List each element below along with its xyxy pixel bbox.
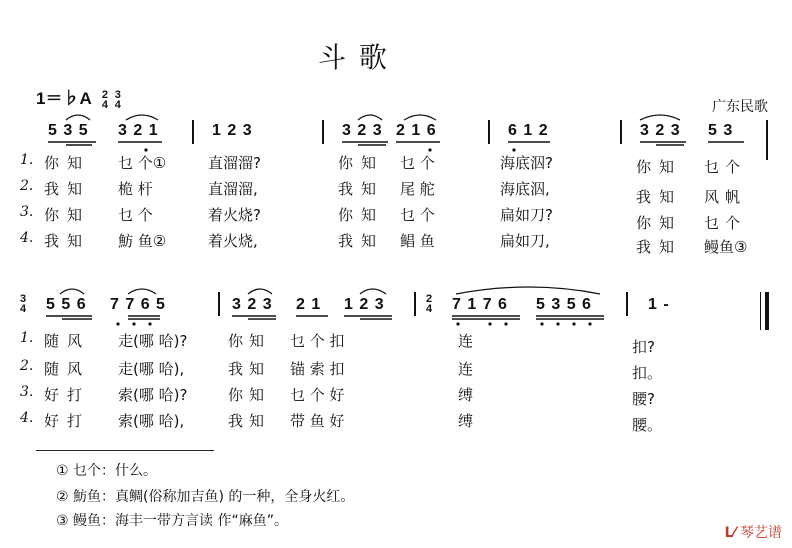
- footnote-2: ② 魴鱼：真鲷(俗称加吉鱼) 的一种，全身火红。: [56, 489, 355, 505]
- note-group: 7 1 7 6: [452, 296, 508, 313]
- lyric: 你知: [228, 332, 271, 350]
- note-group: 5 5 6: [46, 296, 87, 313]
- lyric: 鳗鱼③: [704, 238, 748, 256]
- note-group: 3 2 3: [232, 296, 273, 313]
- octave-dot: [556, 322, 559, 325]
- lyric: 乜 个 扣: [290, 332, 345, 350]
- time-signature-row2b: 2 4: [426, 293, 433, 315]
- lyric: 乜 个 好: [290, 386, 345, 404]
- slur: [456, 287, 600, 294]
- lyric: 我知: [338, 180, 385, 198]
- lyric: 腰?: [632, 390, 655, 408]
- lyric: 着火烧?: [208, 206, 261, 224]
- lyric: 你知: [636, 214, 683, 232]
- lyric: 缚: [458, 386, 474, 404]
- slur: [360, 289, 386, 294]
- note-group: 6 1 2: [508, 122, 549, 139]
- lyric: 我知: [636, 238, 683, 256]
- verse-number: 4.: [20, 410, 34, 426]
- lyric: 着火烧,: [208, 232, 258, 250]
- lyric: 扁如刀?: [500, 206, 553, 224]
- octave-dot: [144, 148, 147, 151]
- lyric: 你知: [228, 386, 271, 404]
- note-group: 5 3: [708, 122, 734, 139]
- lyric: 走(哪 哈),: [118, 360, 185, 378]
- slur: [128, 289, 156, 294]
- note-group: 1 2 3: [344, 296, 385, 313]
- verse-number: 1.: [20, 330, 34, 346]
- lyric: 缚: [458, 412, 474, 430]
- note-group: 5 3 5 6: [536, 296, 592, 313]
- footnote-separator: [36, 450, 214, 451]
- lyric: 扣。: [632, 364, 663, 382]
- lyric: 你知: [338, 154, 385, 172]
- note-group: 3 2 1: [118, 122, 159, 139]
- lyric: 你知: [44, 206, 91, 224]
- lyric: 我知: [44, 232, 91, 250]
- lyric: 我知: [228, 360, 271, 378]
- lyric: 好打: [44, 412, 91, 430]
- lyric: 腰。: [632, 416, 663, 434]
- lyric: 连: [458, 332, 474, 350]
- verse-number: 4.: [20, 230, 34, 246]
- lyric: 风帆: [704, 188, 747, 206]
- lyric: 你知: [338, 206, 385, 224]
- octave-dot: [148, 322, 151, 325]
- note-group: 1 2 3: [212, 122, 253, 139]
- lyric: 索(哪 哈)?: [118, 386, 188, 404]
- lyric: 带 鱼 好: [290, 412, 345, 430]
- octave-dot: [504, 322, 507, 325]
- song-origin: 广东民歌: [712, 99, 768, 115]
- lyric: 扣?: [632, 338, 655, 356]
- lyric: 乜个: [704, 214, 747, 232]
- footnote-1: ① 乜个：什么。: [56, 463, 158, 479]
- slur: [66, 115, 90, 120]
- key-label: 1＝♭A: [36, 89, 92, 108]
- lyric: 我知: [338, 232, 385, 250]
- lyric: 随风: [44, 332, 91, 350]
- lyric: 锚 索 扣: [290, 360, 345, 378]
- note-group: 5 3 5: [48, 122, 89, 139]
- lyric: 我知: [44, 180, 91, 198]
- octave-dot: [588, 322, 591, 325]
- octave-dot: [512, 148, 515, 151]
- slur: [60, 289, 84, 294]
- octave-dot: [428, 148, 431, 151]
- lyric: 乜 个: [400, 206, 435, 224]
- note-group: 1 -: [648, 296, 670, 313]
- time-signature-row2: 3 4: [20, 293, 27, 315]
- slur: [358, 115, 382, 120]
- verse-number: 3.: [20, 384, 34, 400]
- slur: [404, 115, 436, 120]
- slur: [248, 289, 272, 294]
- lyric: 乜个: [704, 158, 747, 176]
- lyric: 你知: [636, 158, 683, 176]
- octave-dot: [540, 322, 543, 325]
- lyric: 乜 个: [118, 206, 153, 224]
- watermark-logo: ᒪ⁄ 琴艺谱: [724, 525, 782, 541]
- lyric: 乜 个: [400, 154, 435, 172]
- octave-dot: [116, 322, 119, 325]
- note-group: 3 2 3: [342, 122, 383, 139]
- lyric: 直溜溜?: [208, 154, 261, 172]
- lyric: 索(哪 哈),: [118, 412, 185, 430]
- verse-number: 2.: [20, 358, 34, 374]
- lyric: 海底泅,: [500, 180, 550, 198]
- lyric: 随风: [44, 360, 91, 378]
- octave-dot: [456, 322, 459, 325]
- lyric: 直溜溜,: [208, 180, 258, 198]
- lyric: 桅 杆: [118, 180, 153, 198]
- lyric: 海底泅?: [500, 154, 553, 172]
- verse-number: 3.: [20, 204, 34, 220]
- lyric: 尾 舵: [400, 180, 435, 198]
- footnote-3: ③ 鳗鱼：海丰一带方言读 作“麻鱼”。: [56, 513, 288, 529]
- verse-number: 1.: [20, 152, 34, 168]
- note-group: 2 1 6: [396, 122, 437, 139]
- octave-dot: [132, 322, 135, 325]
- lyric: 扁如刀,: [500, 232, 550, 250]
- lyric: 魴 鱼②: [118, 232, 167, 250]
- lyric: 我知: [636, 188, 683, 206]
- note-group: 2 1: [296, 296, 322, 313]
- time-signature-a: 2 4: [101, 88, 108, 111]
- slur: [640, 115, 680, 120]
- lyric: 好打: [44, 386, 91, 404]
- octave-dot: [572, 322, 575, 325]
- lyric: 我知: [228, 412, 271, 430]
- verse-number: 2.: [20, 178, 34, 194]
- lyric: 乜 个①: [118, 154, 167, 172]
- lyric: 你知: [44, 154, 91, 172]
- time-signature-b: 3 4: [114, 88, 121, 111]
- note-group: 7 7 6 5: [110, 296, 166, 313]
- song-title: 斗 歌: [318, 41, 389, 74]
- lyric: 连: [458, 360, 474, 378]
- octave-dot: [488, 322, 491, 325]
- note-group: 3 2 3: [640, 122, 681, 139]
- lyric: 鲳 鱼: [400, 232, 435, 250]
- lyric: 走(哪 哈)?: [118, 332, 188, 350]
- slur: [126, 115, 158, 120]
